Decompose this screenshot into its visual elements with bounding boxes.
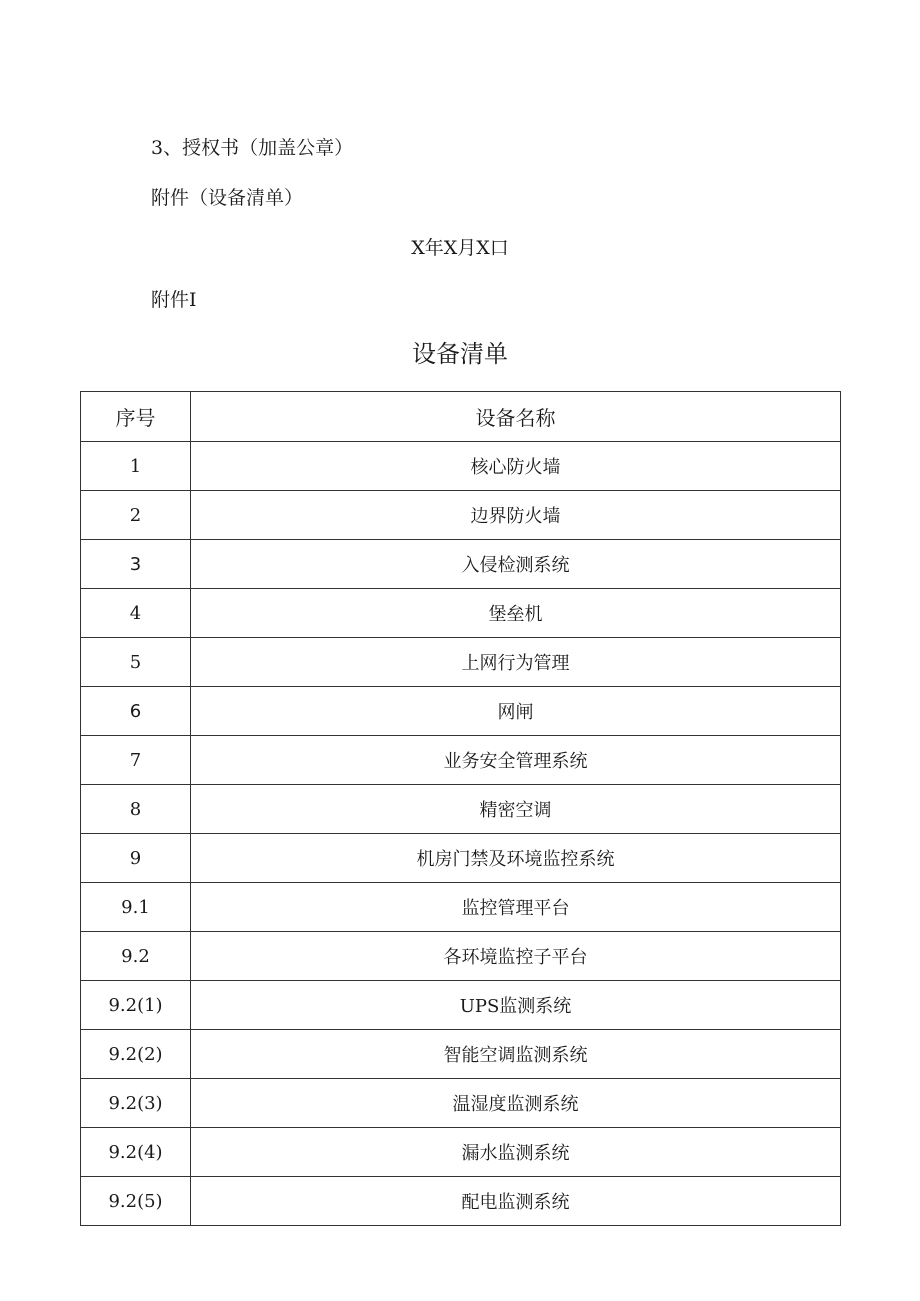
table-row [81,1128,841,1177]
table-row [81,687,841,736]
row-number: 8 [81,785,191,834]
row-device-name: UPS监测系统 [191,981,841,1030]
equipment-table [80,391,841,1226]
row-device-name: 上网行为管理 [191,638,841,687]
row-number: 9.2 [81,932,191,981]
row-device-name: 机房门禁及环境监控系统 [191,834,841,883]
attachment-note: 附件（设备清单） [151,187,304,209]
table-row [81,540,841,589]
row-number: 9.2(1) [81,981,191,1030]
table-row [81,638,841,687]
table-row [81,883,841,932]
attachment-label: 附件I [151,289,197,311]
header-number: 序号 [81,392,191,442]
row-device-name: 核心防火墙 [191,442,841,491]
row-number: 2 [81,491,191,540]
row-number: 5 [81,638,191,687]
row-number: 9.1 [81,883,191,932]
table-row [81,442,841,491]
table-row [81,589,841,638]
table-row [81,491,841,540]
row-device-name: 堡垒机 [191,589,841,638]
date-line: X年X月X口 [411,237,509,259]
row-number: 7 [81,736,191,785]
row-device-name: 监控管理平台 [191,883,841,932]
item-3-authorization: 3、授权书（加盖公章） [151,137,354,159]
row-device-name: 边界防火墙 [191,491,841,540]
row-device-name: 智能空调监测系统 [191,1030,841,1079]
row-number: 9 [81,834,191,883]
row-number: 1 [81,442,191,491]
table-header-row [81,392,841,442]
document-title: 设备清单 [412,340,508,368]
table-row [81,981,841,1030]
row-device-name: 精密空调 [191,785,841,834]
row-device-name: 各环境监控子平台 [191,932,841,981]
table-row [81,932,841,981]
row-device-name: 入侵检测系统 [191,540,841,589]
row-number: 9.2(4) [81,1128,191,1177]
table-row [81,1030,841,1079]
row-device-name: 网闸 [191,687,841,736]
row-device-name: 温湿度监测系统 [191,1079,841,1128]
row-number: 9.2(3) [81,1079,191,1128]
table-row [81,736,841,785]
header-device-name: 设备名称 [191,392,841,442]
table-row [81,785,841,834]
row-number: 4 [81,589,191,638]
row-device-name: 漏水监测系统 [191,1128,841,1177]
row-device-name: 配电监测系统 [191,1177,841,1226]
table-row [81,834,841,883]
row-number: 3 [81,540,191,589]
table-row [81,1177,841,1226]
row-number: 9.2(5) [81,1177,191,1226]
row-device-name: 业务安全管理系统 [191,736,841,785]
row-number: 6 [81,687,191,736]
table-row [81,1079,841,1128]
row-number: 9.2(2) [81,1030,191,1079]
